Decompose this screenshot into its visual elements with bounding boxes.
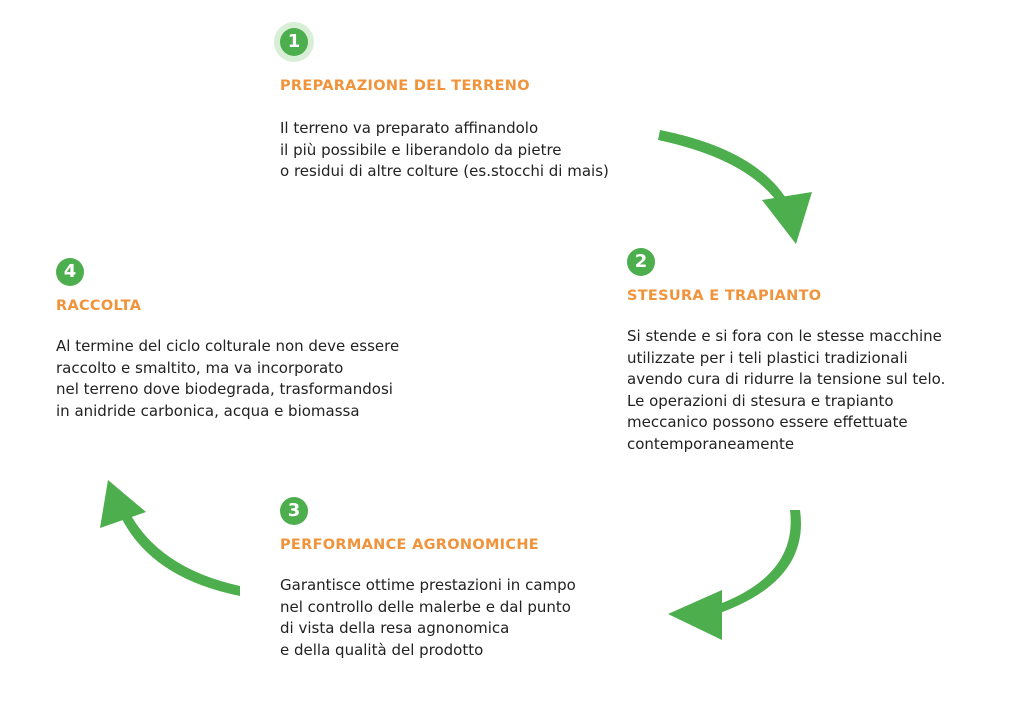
arrow-3-to-4 bbox=[100, 480, 240, 596]
arrow-2-to-3 bbox=[668, 510, 801, 640]
curved-arrow-icon bbox=[120, 510, 240, 596]
arrowhead-icon bbox=[668, 590, 722, 640]
step-4 bbox=[56, 258, 399, 422]
step-number-badge: 2 bbox=[627, 248, 655, 276]
step-description: Il terreno va preparato affinandolo il più possibile e liberandolo da pietre o residui di altre colture (es.stocchi di mais) bbox=[280, 119, 609, 180]
step-description: Al termine del ciclo colturale non deve essere raccolto e smaltito, ma va incorporato nel terreno dove biodegrada, trasformandosi in anidride carbonica, acqua e biomassa bbox=[56, 337, 400, 420]
curved-arrow-icon bbox=[658, 130, 790, 209]
step-number-badge: 4 bbox=[56, 258, 84, 286]
curved-arrow-icon bbox=[717, 510, 801, 613]
step-1 bbox=[280, 28, 609, 183]
step-number-badge: 3 bbox=[280, 497, 308, 525]
step-title: PERFORMANCE AGRONOMICHE bbox=[280, 537, 539, 553]
step-description: Garantisce ottime prestazioni in campo nel controllo delle malerbe e dal punto di vista della resa agnonomica e della qualità del prodotto bbox=[280, 576, 576, 659]
arrow-1-to-2 bbox=[658, 130, 812, 244]
arrowhead-icon bbox=[762, 192, 812, 244]
step-3 bbox=[280, 497, 576, 661]
step-number-badge: 1 bbox=[280, 28, 308, 56]
step-description: Si stende e si fora con le stesse macchine utilizzate per i teli plastici tradizionali avendo cura di ridurre la tensione sul telo. Le operazioni di stesura e trapianto meccanico possono essere effettuate contemporaneamente bbox=[627, 327, 946, 453]
step-title: STESURA E TRAPIANTO bbox=[627, 288, 822, 304]
step-title: PREPARAZIONE DEL TERRENO bbox=[280, 78, 530, 94]
step-title: RACCOLTA bbox=[56, 298, 142, 314]
step-2 bbox=[627, 248, 945, 455]
